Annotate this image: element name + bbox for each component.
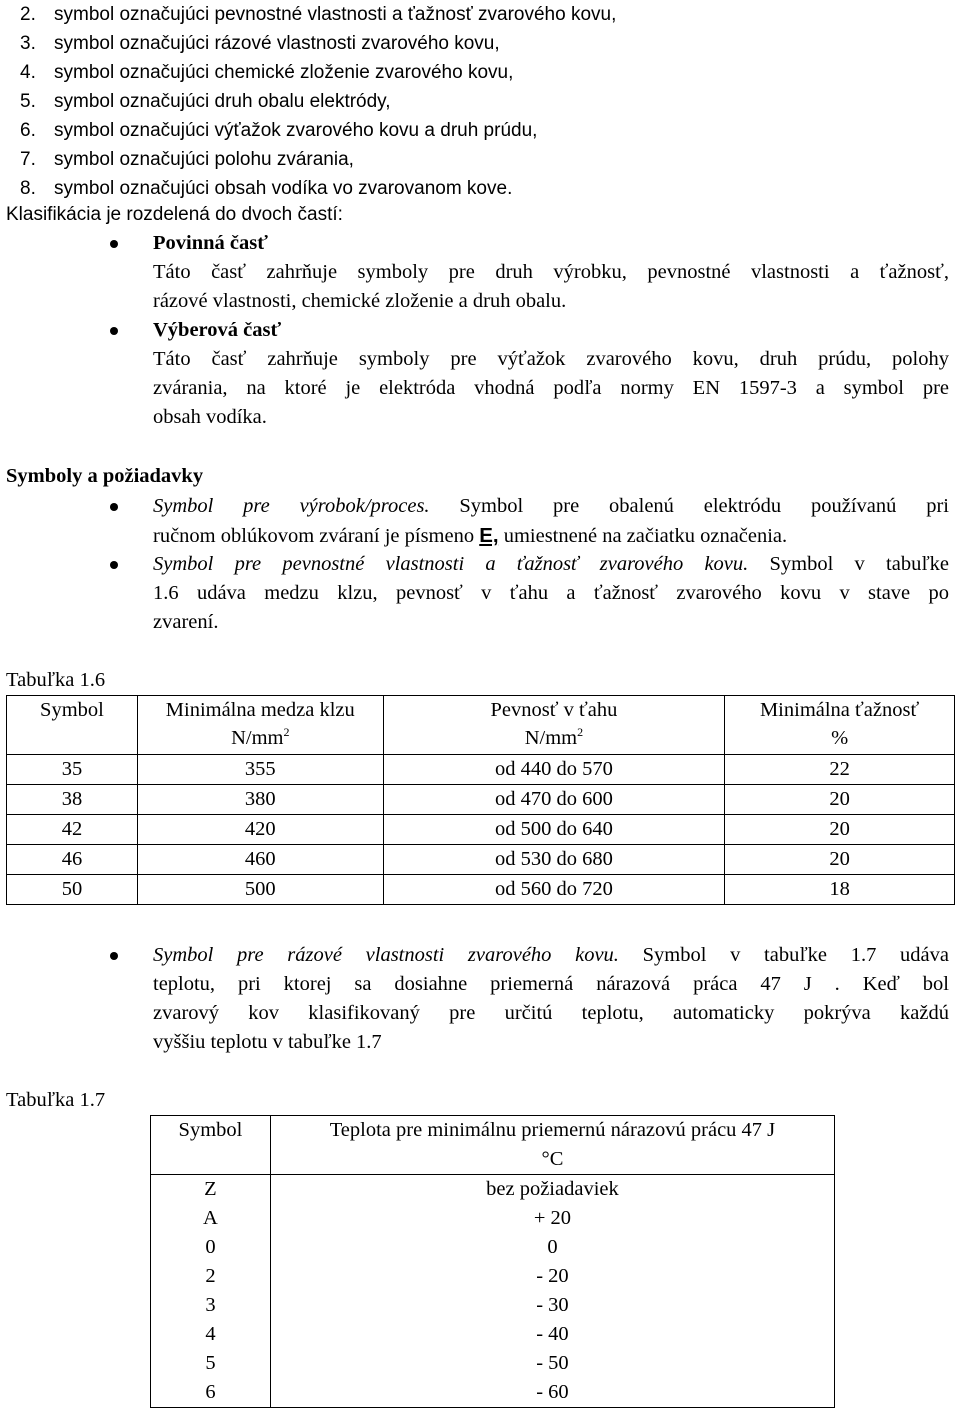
header-cell: Symbol — [151, 1116, 271, 1175]
table-cell: od 440 do 570 — [383, 755, 725, 785]
table-row — [7, 815, 955, 845]
req-impact-line: teplotu, pri ktorej sa dosiahne priemerná nárazová práca 47 J . Keď bol — [153, 973, 949, 995]
table-cell: - 60 — [270, 1378, 834, 1408]
req-impact — [153, 941, 949, 1057]
table-cell: + 20 — [270, 1204, 834, 1233]
table-row — [7, 755, 955, 785]
table16-caption: Tabuľka 1.6 — [6, 669, 106, 691]
table-row — [151, 1175, 835, 1205]
req-product-line: Symbol pre výrobok/proces. Symbol pre obalenú elektródu používanú pri — [153, 495, 949, 517]
table-cell: 3 — [151, 1291, 271, 1320]
req-strength-line: Symbol pre pevnostné vlastnosti a ťažnosť zvarového kovu. Symbol v tabuľke — [153, 553, 950, 575]
table-cell: 460 — [137, 845, 383, 875]
table-cell: 50 — [7, 875, 138, 905]
req-impact-line: vyššiu teplotu v tabuľke 1.7 — [153, 1031, 382, 1053]
mandatory-title: Povinná časť — [153, 232, 268, 254]
table-cell: 35 — [7, 755, 138, 785]
req-strength-line: 1.6 udáva medzu klzu, pevnosť v ťahu a ťažnosť zvarového kovu v stave po — [153, 582, 949, 604]
optional-title: Výberová časť — [153, 319, 282, 341]
list-item: 5. symbol označujúci druh obalu elektródy, — [20, 91, 391, 112]
bullet-icon — [110, 503, 118, 511]
table-cell: Z — [151, 1175, 271, 1205]
table-cell: A — [151, 1204, 271, 1233]
table-cell: 18 — [725, 875, 955, 905]
optional-text-line: obsah vodíka. — [153, 406, 267, 428]
table-cell: bez požiadaviek — [270, 1175, 834, 1205]
bullet-icon — [110, 240, 118, 248]
table-header-row — [151, 1116, 835, 1175]
table-1-7 — [150, 1115, 835, 1408]
table-cell: 20 — [725, 845, 955, 875]
table-cell: od 500 do 640 — [383, 815, 725, 845]
table-cell: 4 — [151, 1320, 271, 1349]
table-cell: 42 — [7, 815, 138, 845]
req-impact-line: Symbol pre rázové vlastnosti zvarového kovu. Symbol v tabuľke 1.7 udáva — [153, 944, 949, 966]
list-item: 4. symbol označujúci chemické zloženie zvarového kovu, — [20, 62, 514, 83]
letter-e: E, — [479, 524, 499, 547]
table-cell: 380 — [137, 785, 383, 815]
header-cell: Minimálna ťažnosť % — [725, 696, 955, 755]
req-product-line: ručnom oblúkovom zváraní je písmeno E, umiestnené na začiatku označenia. — [153, 524, 788, 547]
table-cell: 420 — [137, 815, 383, 845]
table-row — [7, 785, 955, 815]
table-cell: - 50 — [270, 1349, 834, 1378]
table-row — [151, 1291, 835, 1320]
table-cell: 355 — [137, 755, 383, 785]
requirements-heading: Symboly a požiadavky — [6, 465, 204, 487]
header-cell: Teplota pre minimálnu priemernú nárazovú prácu 47 J °C — [270, 1116, 834, 1175]
list-item: 3. symbol označujúci rázové vlastnosti zvarového kovu, — [20, 33, 500, 54]
table-row — [151, 1378, 835, 1408]
header-cell: Pevnosť v ťahu $N/mm^2$ — [383, 696, 725, 755]
header-cell: Symbol — [7, 696, 138, 755]
table-row — [151, 1349, 835, 1378]
table-row — [151, 1233, 835, 1262]
table-cell: - 40 — [270, 1320, 834, 1349]
table-cell: 38 — [7, 785, 138, 815]
table-cell: 20 — [725, 785, 955, 815]
req-product — [153, 492, 949, 551]
optional-text-line: Táto časť zahrňuje symboly pre výťažok zvarového kovu, druh prúdu, polohy — [153, 348, 949, 370]
table-header-row — [7, 696, 955, 755]
table-cell: od 470 do 600 — [383, 785, 725, 815]
table-cell: 0 — [151, 1233, 271, 1262]
table-cell: 2 — [151, 1262, 271, 1291]
table-cell: 20 — [725, 815, 955, 845]
classification-intro: Klasifikácia je rozdelená do dvoch častí: — [6, 204, 343, 225]
req-strength-line: zvarení. — [153, 611, 219, 633]
table-cell: 22 — [725, 755, 955, 785]
bullet-icon — [110, 952, 118, 960]
list-item: 6. symbol označujúci výťažok zvarového kovu a druh prúdu, — [20, 120, 538, 141]
req-strength — [153, 550, 949, 637]
table-cell: 0 — [270, 1233, 834, 1262]
table-row — [7, 875, 955, 905]
req-impact-line: zvarový kov klasifikovaný pre určitú teplotu, automaticky pokrýva každú — [153, 1002, 949, 1024]
optional-section — [153, 316, 949, 432]
mandatory-text-line: rázové vlastnosti, chemické zloženie a druh obalu. — [153, 290, 567, 312]
header-cell: Minimálna medza klzu $N/mm^2$ — [137, 696, 383, 755]
table-row — [151, 1320, 835, 1349]
bullet-icon — [110, 561, 118, 569]
table-cell: - 20 — [270, 1262, 834, 1291]
table-cell: - 30 — [270, 1291, 834, 1320]
mandatory-section — [153, 229, 949, 316]
optional-text-line: zvárania, na ktoré je elektróda vhodná podľa normy EN 1597-3 a symbol pre — [153, 377, 949, 399]
table-cell: od 530 do 680 — [383, 845, 725, 875]
bullet-icon — [110, 327, 118, 335]
table-cell: od 560 do 720 — [383, 875, 725, 905]
numbered-list — [8, 0, 908, 203]
table-row — [7, 845, 955, 875]
table-cell: 5 — [151, 1349, 271, 1378]
table-cell: 500 — [137, 875, 383, 905]
list-item: 2. symbol označujúci pevnostné vlastnosti a ťažnosť zvarového kovu, — [20, 4, 617, 25]
table-cell: 46 — [7, 845, 138, 875]
list-item: 7. symbol označujúci polohu zvárania, — [20, 149, 354, 170]
table17-caption: Tabuľka 1.7 — [6, 1089, 106, 1111]
table-row — [151, 1204, 835, 1233]
table-cell: 6 — [151, 1378, 271, 1408]
mandatory-text-line: Táto časť zahrňuje symboly pre druh výrobku, pevnostné vlastnosti a ťažnosť, — [153, 261, 949, 283]
table-row — [151, 1262, 835, 1291]
table-1-6 — [6, 695, 955, 905]
list-item: 8. symbol označujúci obsah vodíka vo zvarovanom kove. — [20, 178, 513, 199]
